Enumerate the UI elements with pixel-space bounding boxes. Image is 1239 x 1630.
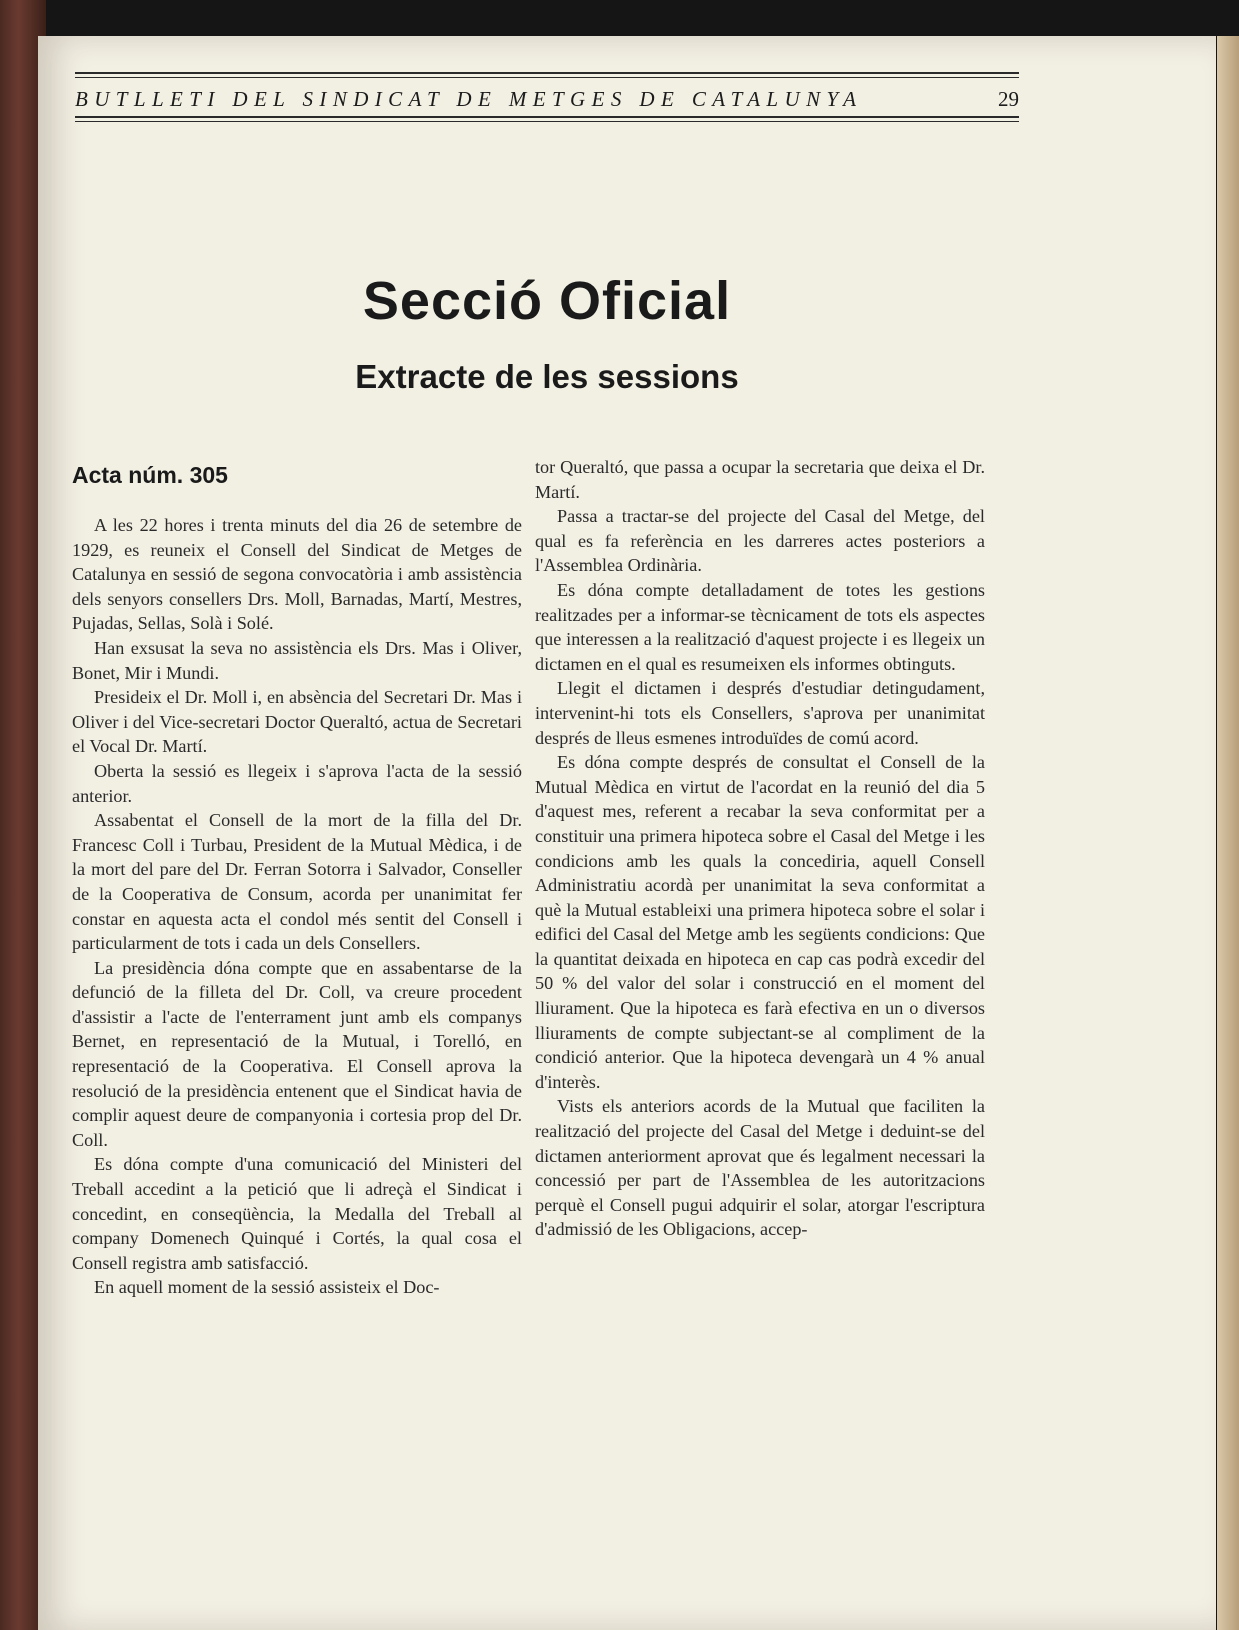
paragraph: Es dóna compte d'una comunicació del Ministeri del Treball accedint a la petició que li adreçà el Sindicat i concedint, en conseqüència, la Medalla del Treball al company Domenech Quinqué i Cortés, la qual cosa el Consell registra amb satisfacció. (72, 1154, 522, 1273)
paragraph: Presideix el Dr. Moll i, en absència del Secretari Dr. Mas i Oliver i del Vice-secretari Doctor Queraltó, actua de Secretari el Vocal Dr. Martí. (72, 687, 522, 757)
page-edge (1217, 36, 1239, 1630)
paragraph: Llegit el dictamen i després d'estudiar detingudament, intervenint-hi tots els Consellers, s'aprova per unanimitat després de lleus esmenes introduïdes de comú acord. (535, 678, 985, 748)
paragraph: Es dóna compte detalladament de totes les gestions realitzades per a informar-se tècnicament de tots els aspectes que interessen a la realització d'aquest projecte i es llegeix un dictamen en el qual es resumeixen els informes obtinguts. (535, 579, 985, 674)
paragraph: En aquell moment de la sessió assisteix el Doc- (94, 1277, 440, 1298)
section-title: Secció Oficial (362, 271, 732, 331)
page-number: 29 (998, 87, 1019, 111)
header-rule-top-thin (75, 77, 1019, 78)
paragraph: Passa a tractar-se del projecte del Casal del Metge, del qual es fa referència en les darreres actes posteriors a l'Assemblea Ordinària. (535, 506, 985, 576)
journal-title: BUTLLETI DEL SINDICAT DE METGES DE CATALUNYA (75, 87, 863, 111)
running-header (75, 72, 1019, 122)
paragraph: Vists els anteriors acords de la Mutual que faciliten la realització del projecte del Casal del Metge i deduint-se del dictamen anteriorment aprovat que és legalment necessari la concessió per part de l'Assemblea de les autoritzacions perquè el Consell pugui adquirir el solar, atorgar l'escriptura d'admissió de les Obligacions, accep- (535, 1096, 985, 1240)
paragraph: Oberta la sessió es llegeix i s'aprova l'acta de la sessió anterior. (72, 760, 522, 806)
left-column (72, 455, 522, 1300)
header-rule-bottom (75, 116, 1019, 118)
paragraph: tor Queraltó, que passa a ocupar la secretaria que deixa el Dr. Martí. (535, 457, 985, 502)
header-rule-bottom-thin (75, 121, 1019, 122)
header-row (75, 82, 1019, 116)
paragraph: A les 22 hores i trenta minuts del dia 26 de setembre de 1929, es reuneix el Consell del Sindicat de Metges de Catalunya en sessió de segona convocatòria i amb assistència dels senyors consellers Drs. Moll, Barnadas, Martí, Mestres, Pujadas, Sellas, Solà i Solé. (72, 515, 522, 634)
paragraph: Es dóna compte després de consultat el Consell de la Mutual Mèdica en virtut de l'acordat en la reunió del dia 5 d'aquest mes, referent a recabar la seva conformitat per a constituir una primera hipoteca sobre el Casal del Metge i les condicions amb les quals la concediria, aquell Consell Administratiu acordà per unanimitat la seva conformitat a què la Mutual estableixi una primera hipoteca sobre el solar i edifici del Casal del Metge amb les següents condicions: Que la quantitat deixada en hipoteca en cap cas podrà excedir del 50 % del valor del solar i construcció en el moment del lliurament. Que la hipoteca es farà efectiva en un o diversos lliuraments de compte subjectant-se al compliment de la condició anterior. Que la hipoteca devengarà un 4 % anual d'interès. (535, 752, 985, 1092)
header-rule-top (75, 72, 1019, 74)
paragraph: Han exsusat la seva no assistència els Drs. Mas i Oliver, Bonet, Mir i Mundi. (72, 637, 522, 683)
right-column (535, 455, 985, 1242)
paragraph: La presidència dóna compte que en assabentarse de la defunció de la filleta del Dr. Coll, va creure procedent d'assistir a l'acte de l'enterrament junt amb els companys Bernet, en representació de la Mutual, i Torelló, en representació de la Cooperativa. El Consell aprova la resolució de la presidència entenent que el Sindicat havia de complir aquest deure de companyonia i cortesia prop del Dr. Coll. (72, 957, 522, 1150)
paragraph: Assabentat el Consell de la mort de la filla del Dr. Francesc Coll i Turbau, President de la Mutual Mèdica, i de la mort del pare del Dr. Ferran Sotorra i Salvador, Conseller de la Cooperativa de Consum, acorda per unanimitat fer constar en aquesta acta el condol més sentit del Consell i particularment de tots i cada un dels Consellers. (72, 810, 522, 954)
section-subtitle: Extracte de les sessions (355, 358, 739, 395)
acta-heading: Acta núm. 305 (72, 462, 228, 488)
